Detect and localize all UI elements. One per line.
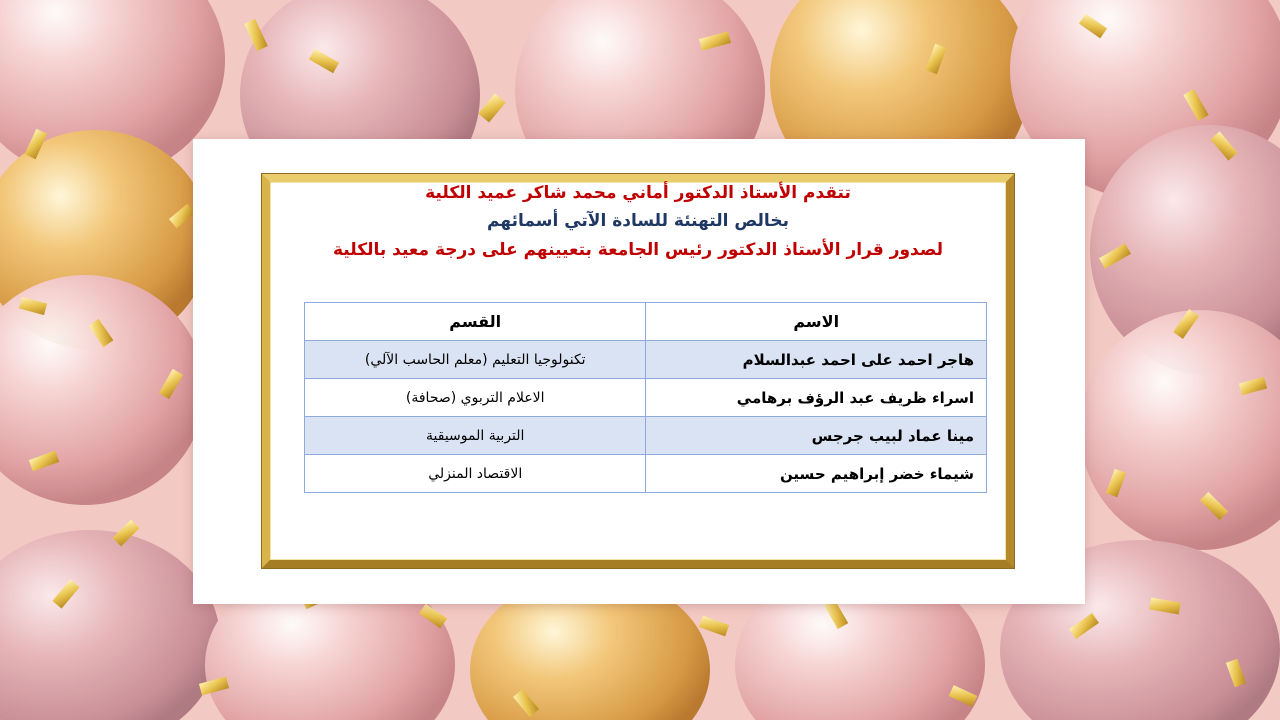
appointee-department: الاعلام التربوي (صحافة) [305, 379, 646, 417]
appointee-name: اسراء ظريف عبد الرؤف برهامي [646, 379, 987, 417]
table-row [305, 455, 987, 493]
appointees-table [304, 302, 987, 493]
announcement-line-dean: تتقدم الأستاذ الدكتور أماني محمد شاكر عميد الكلية [425, 183, 851, 203]
header-name: الاسم [646, 303, 987, 341]
header-department: القسم [305, 303, 646, 341]
appointee-name: شيماء خضر إبراهيم حسين [646, 455, 987, 493]
table-row [305, 379, 987, 417]
announcement-line-congrats: بخالص التهنئة للسادة الآتي أسمائهم [487, 211, 789, 231]
appointee-name: هاجر احمد على احمد عبدالسلام [646, 341, 987, 379]
table-header-row [305, 303, 987, 341]
announcement-line-decision: لصدور قرار الأستاذ الدكتور رئيس الجامعة بتعيينهم على درجة معيد بالكلية [333, 240, 943, 260]
table-row [305, 341, 987, 379]
appointee-department: تكنولوجيا التعليم (معلم الحاسب الآلي) [305, 341, 646, 379]
table-row [305, 417, 987, 455]
appointee-department: الاقتصاد المنزلي [305, 455, 646, 493]
appointee-name: مينا عماد لبيب جرجس [646, 417, 987, 455]
appointee-department: التربية الموسيقية [305, 417, 646, 455]
